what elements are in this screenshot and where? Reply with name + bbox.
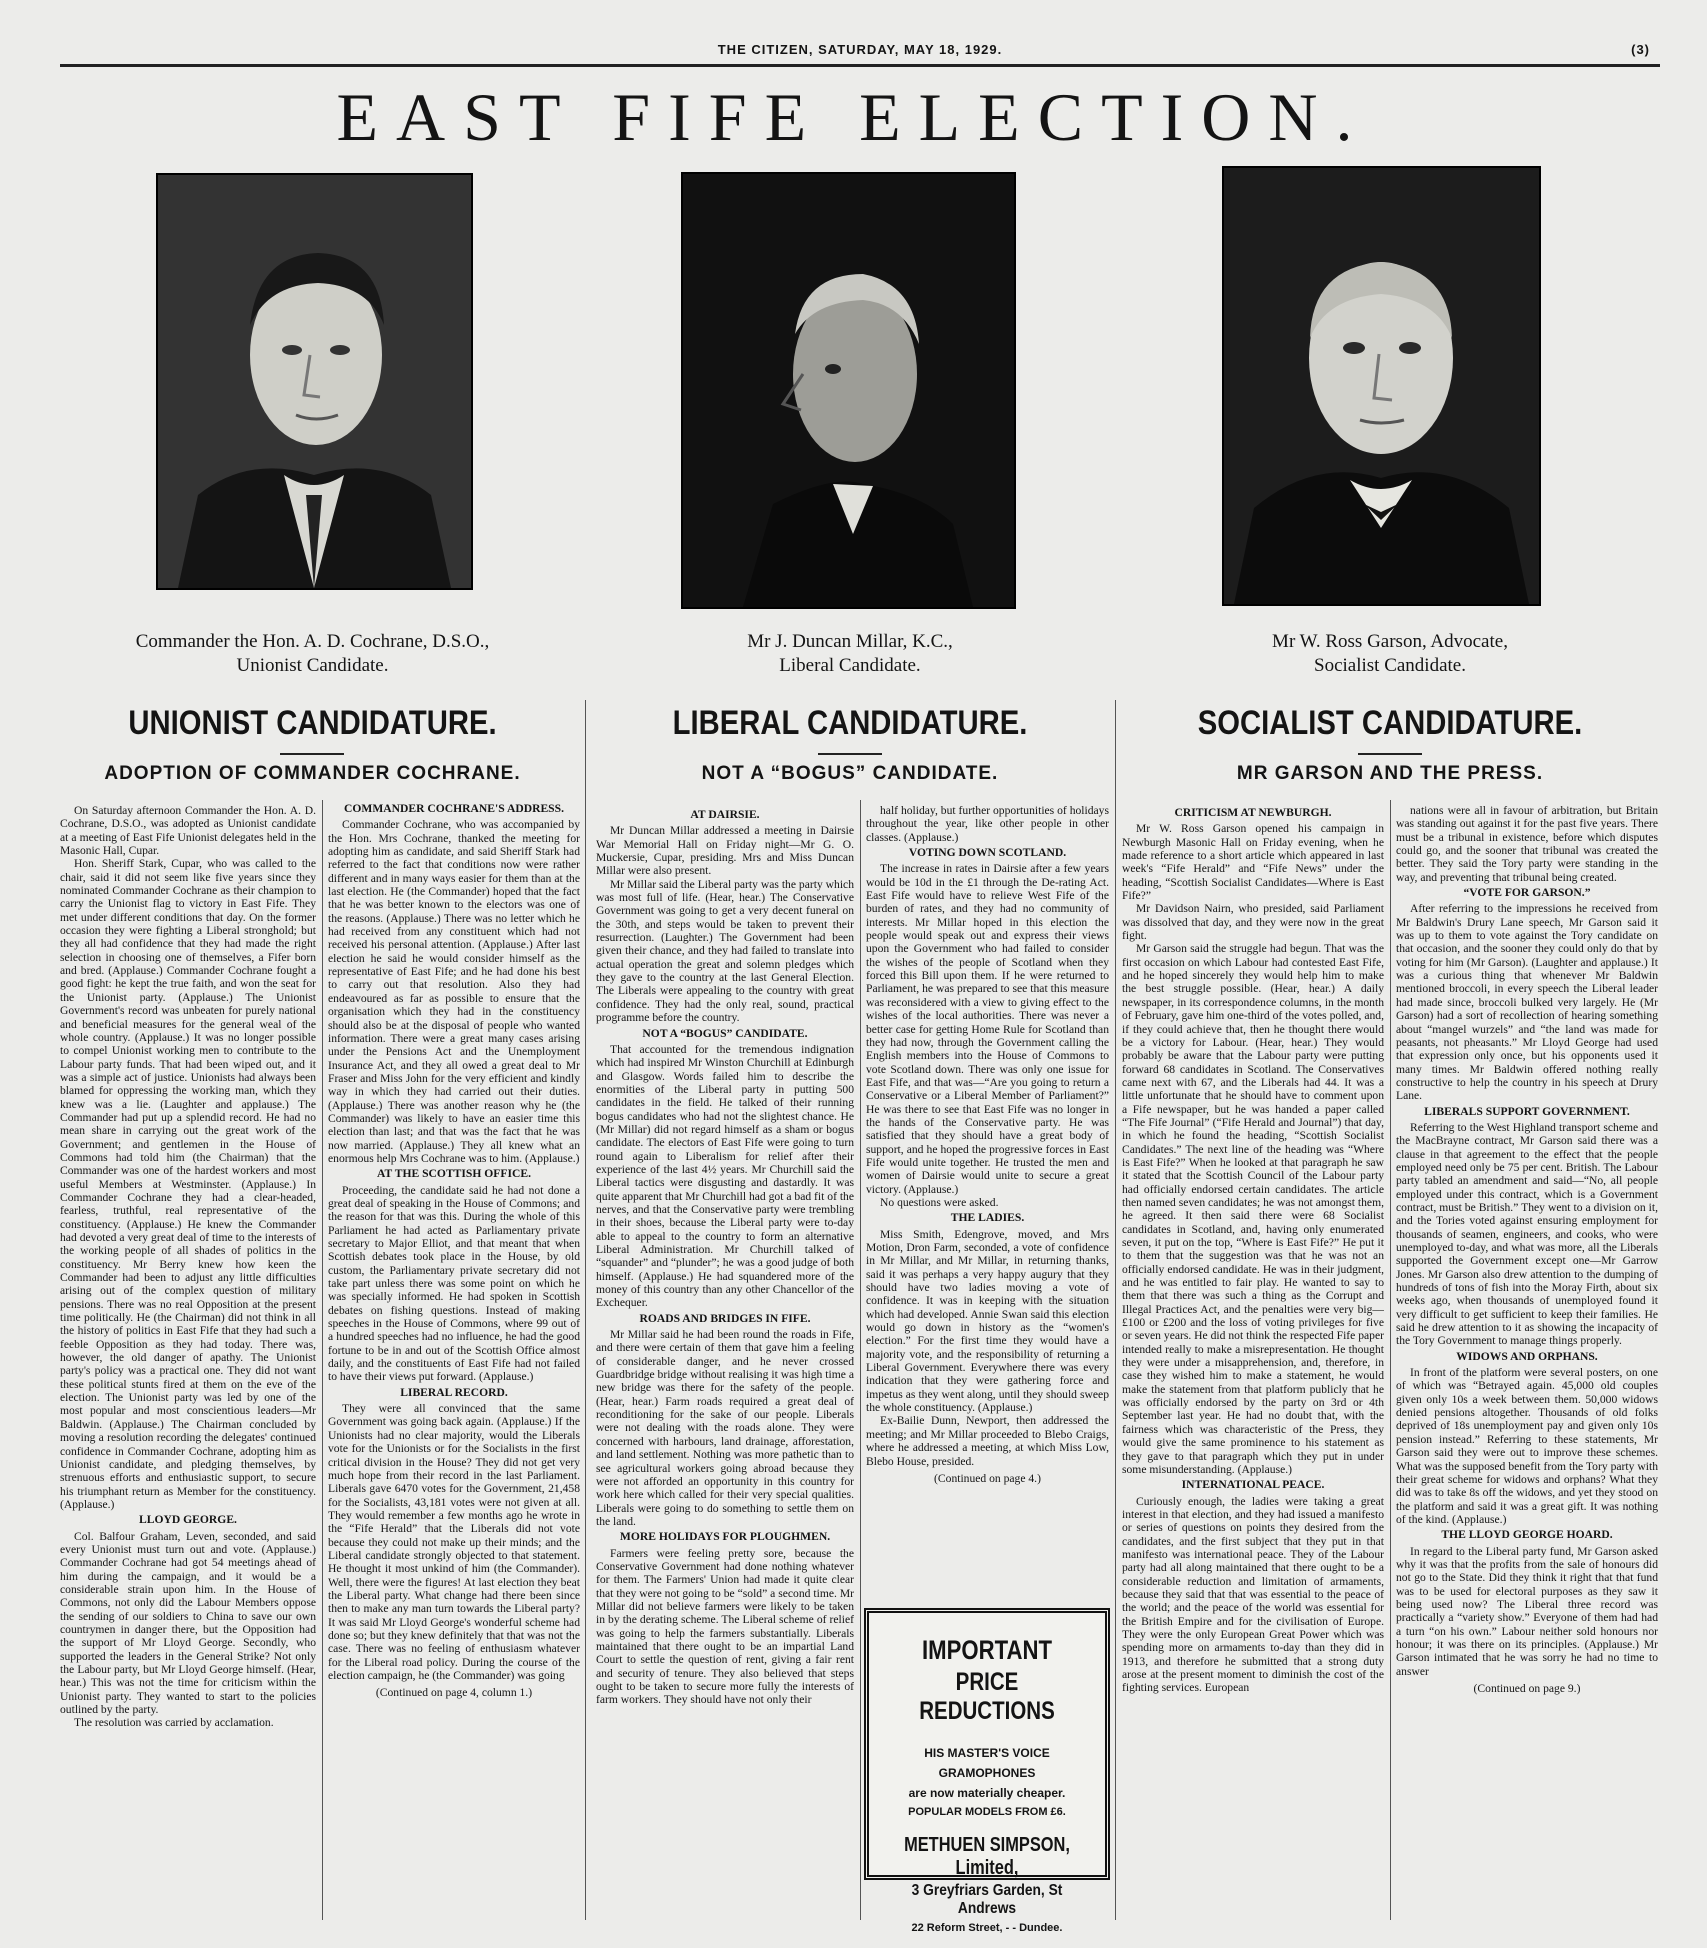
paragraph: Curiously enough, the ladies were taking a great interest in that election, and they had issued a manifesto or series of questions on points they desired from the candidates, and the first subject that they put in that manifesto was international peace. They of the Labour party had all along maintained that there ought to be a considerable reduction and limitation of armaments, because they said that that was essential to the peace of the world; and the peace of the world was essential for the British Empire and for the civilisation of Europe. They were the only European Great Power which was spending more on armaments to-day than they did in 1913, and therefore he submitted that a strong duty arose at the present moment to diminish the cost of the fighting services. European	[1122, 1494, 1384, 1695]
ad-line: 22 Reform Street, - - Dundee.	[911, 1922, 1063, 1934]
subheading: COMMANDER COCHRANE'S ADDRESS.	[344, 802, 564, 815]
subheading: “VOTE FOR GARSON.”	[1463, 886, 1591, 900]
subheading: INTERNATIONAL PEACE.	[1181, 1478, 1325, 1492]
paragraph: The increase in rates in Dairsie after a few years would be 10d in the £1 through the De-rating Act. East Fife would have to relieve West Fife of the burden of rates, and they had no community of interests. Mr Millar hoped in this election the people would speak out and express their views upon the Government who had failed to consider the wishes of the people of Scotland when they forced this Bill upon them. If he were returned to Parliament, he was prepared to see that this measure was reconsidered with a view to giving effect to the wishes of the local authorities. There was never a better case for getting Home Rule for Scotland than they had now, through the Government calling the English members into the House of Commons to vote Scotland down. There was only one issue for East Fife, and that was—“Are you going to return a Conservative or a Liberal Member of Parliament?” He was there to see that East Fife was no longer in the hands of the Conservative party. He was satisfied that they should have a great body of support, and he hoped the progressive forces in East Fife would unite together. He trusted the men and women of Dairsie would unite to secure a great victory. (Applause.)	[866, 862, 1109, 1196]
ad-line: HIS MASTER'S VOICE	[924, 1746, 1050, 1760]
paragraph: Hon. Sheriff Stark, Cupar, who was called to the chair, said it did not seem like five years since they nominated Commander Cochrane as their champion to carry the Unionist flag to victory in East Fife. They met under different conditions that day. On the former occasion they were fighting a Liberal stronghold; but they all had confidence that they had made the right selection in choosing one of themselves, a Fifer born and bred. (Applause.) Commander Cochrane fought a good fight: he kept the true faith, and won the seat for the Unionist party. (Applause.) The Unionist Government's record was unbeaten for purely national and beneficial measures for the general weal of the whole country. (Applause.) It was no longer possible to compel Unionist working men to contribute to the Labour party funds. That had been wiped out, and it was a simple act of justice. Unionists had always been blamed for oppressing the working man, which they knew was a lie. (Laughter and applause.) The Commander had put up a splendid record. He had no mean share in carrying out the great work of the Government; and gentlemen in the House of Commons had told him (the Chairman) that the Commander was one of the hardest workers and most useful Members at Westminster. (Applause.) In Commander Cochrane they had a clear-headed, fearless, truthful, real representative of the constituency. (Applause.) He knew the Commander had devoted a very great deal of time to the interests of the working people of all shades of politics in the constituency. Mr Berry knew how keen the Commander had been to adjust any little difficulties arising out of the complex question of military pensions. There was no real Opposition at the present time politically. He (the Chairman) did not think in all the history of politics in East Fife that they had such a feeble Opposition as they had today. There was, however, the old danger of apathy. The Unionist party's policy was a practical one. They did not want these political stunts fired at them on the eve of the election. The Unionist party was led by one of the most popular and most conscientious leaders—Mr Baldwin. (Applause.) The Chairman concluded by moving a resolution recording the delegates' continued confidence in Commander Cochrane, adopting him as Unionist candidate, and pledging themselves, by strenuous efforts and enthusiastic support, to secure his triumphant return as Member for the constituency. (Applause.)	[60, 857, 316, 1511]
ad-line: are now materially cheaper.	[908, 1786, 1066, 1800]
paragraph: Proceeding, the candidate said he had not done a great deal of speaking in the House of Commons; and the reason for that was this. During the whole of this Parliament he had acted as Parliamentary private secretary to Major Elliot, and that meant that when Scottish debates took place in the House, by old custom, the Parliamentary private secretary did not take part unless there was some point on which he was specially informed. He had spoken in Scottish debates on fishing questions. Instead of making speeches in the House of Commons, where 99 out of a hundred speeches had no influence, he had the good fortune to be in and out of the Scottish Office almost daily, and the constituents of East Fife had not failed to have their views put forward. (Applause.)	[328, 1183, 580, 1384]
subheading: ROADS AND BRIDGES IN FIFE.	[639, 1311, 811, 1325]
article-column-6	[1396, 804, 1658, 1912]
caption-line: Unionist Candidate.	[236, 655, 389, 676]
paragraph: Mr Millar said he had been round the roads in Fife, and there were certain of them that gave him a feeling of considerable danger, and he never crossed Guardbridge bridge without realising it was high time a new bridge was there for the safety of the people. (Hear, hear.) Farm roads required a great deal of reconditioning for the sake of our people. Liberals were not dealing with the roads alone. They were concerned with harbours, land drainage, afforestation, and land settlement. Nothing was more pathetic than to see agricultural workers going abroad because they were not afforded an opportunity in this country for work here which called for their very special qualities. Liberals were going to do something to settle them on the land.	[596, 1328, 854, 1528]
ad-line: GRAMOPHONES	[938, 1766, 1036, 1780]
subheading: WIDOWS AND ORPHANS.	[1456, 1349, 1598, 1363]
section-title-unionist: UNIONIST CANDIDATURE.	[128, 704, 497, 742]
section-subtitle-unionist: ADOPTION OF COMMANDER COCHRANE.	[104, 763, 521, 784]
ad-line: POPULAR MODELS FROM £6.	[908, 1806, 1066, 1818]
article-column-2	[328, 800, 580, 1912]
portrait-cochrane	[158, 175, 471, 588]
paragraph: half holiday, but further opportunities of holidays throughout the year, like other people in other classes. (Applause.)	[866, 804, 1109, 844]
subheading: THE LADIES.	[950, 1211, 1025, 1225]
caption-line: Mr W. Ross Garson, Advocate,	[1272, 631, 1508, 652]
page-headline: EAST FIFE ELECTION.	[336, 79, 1371, 155]
subheading: LIBERAL RECORD.	[400, 1385, 508, 1399]
title-rule	[280, 753, 344, 755]
subheading: MORE HOLIDAYS FOR PLOUGHMEN.	[619, 1530, 831, 1544]
title-rule	[818, 753, 882, 755]
paragraph: Farmers were feeling pretty sore, because the Conservative Government had done nothing whatever for them. The Farmers' Union had made it quite clear that they were not going to be “sold” a second time. Mr Millar did not believe farmers were likely to be taken in by the derating scheme. The Liberal scheme of relief was going to help the farmers substantially. Liberals maintained that there ought to be an impartial Land Court to settle the question of rent, giving a fair rent and security of tenure. They also believed that steps ought to be taken to secure more fully the interests of farm workers. They should have not only their	[596, 1546, 854, 1707]
subheading: NOT A “BOGUS” CANDIDATE.	[642, 1026, 808, 1040]
ad-line: 3 Greyfriars Garden, St Andrews	[911, 1882, 1063, 1917]
column-divider	[585, 700, 586, 1920]
subheading: THE LLOYD GEORGE HOARD.	[1441, 1528, 1613, 1542]
paragraph: Mr Garson said the struggle had begun. That was the first occasion on which Labour had contested East Fife, and he hoped sincerely they would help him to make the best struggle possible. (Hear, hear.) A daily newspaper, in its correspondence columns, in the month of February, gave him one-third of the votes polled, and, if they could achieve that, then he thought there would be a victory for Labour. (Hear, hear.) They would probably be aware that the Labour party were putting forward 68 candidates in Scotland. The Conservatives came next with 67, and the Liberals had 44. It was a little unfortunate that he should have to comment upon a Fife newspaper, but he was handed a paper called “The Fife Journal” (“Fife Herald and Journal”) that day, in which he found the heading, “Scottish Socialist Candidates.” The next line of the heading was “Where is East Fife?” When he looked at that paragraph he saw it stated that the Scottish Council of the Labour party had officially endorsed certain candidates. The article then named seven candidates; he was not amongst them, he agreed. It then said there were 68 Socialist candidates in Scotland, and, having only enumerated seven, it put on the top, “Where is East Fife?” He put it to them that the suggestion was that he was not an officially endorsed candidate. He was in their judgment, and he was entitled to fair play. He wanted to say to them that there was such a thing as the Corrupt and Illegal Practices Act, and the penalties were very big—£100 or £200 and the loss of voting privileges for five or seven years. He did not think the respected Fife paper intended really to make a misrepresentation. He thought they were under a misapprehension, and, therefore, in case they wished him to make a statement, he would make the statement from that platform publicly that he was officially endorsed by the party on 3rd or 4th September last year. He had no doubt that, with the fairness which was characteristic of the Press, they would give the same prominence to his statement as they gave to that paragraph which they put in under some misunderstanding. (Applause.)	[1122, 942, 1384, 1476]
caption-millar	[590, 630, 1110, 678]
paragraph: Commander Cochrane, who was accompanied by the Hon. Mrs Cochrane, thanked the meeting for adopting him as candidate, and said Sheriff Stark had referred to the fact that conditions now were rather different and in many ways easier for them than at the last election. He (the Commander) hoped that the fact that he was better known to the electors was one of the reasons. (Applause.) There was no letter which he had received from any constituent which had not received his personal attention. (Applause.) After last election he said he would consider himself as the representative of East Fife; and he had done his best to carry out that resolution. Also they had endeavoured as far as possible to ensure that the organisation which they had in the constituency should also be at the disposal of people who wanted information. There were a great many cases arising under the Pensions Act and the Unemployment Insurance Act, and they all owed a great deal to Mr Fraser and Miss John for the very efficient and kindly way in which they had carried out their duties. (Applause.) There was another reason why he (the Commander) was likely to have an easier time this election than last; and that was the fact that he was now married. (Applause.) They all knew what an enormous help Mrs Cochrane was to him. (Applause.)	[328, 818, 580, 1165]
page-number: (3)	[1631, 42, 1650, 57]
advertisement-gramophones	[864, 1608, 1110, 1934]
paragraph: Miss Smith, Edengrove, moved, and Mrs Motion, Dron Farm, seconded, a vote of confidence in Mr Millar, and Mr Millar, in returning thanks, said it was perhaps a very happy augury that they should have two ladies moving a vote of confidence. It was in keeping with the situation which had developed. Annie Swan said this election would go down in history as the “women's election.” For the first time they would have a majority vote, and the responsibility of returning a Liberal Government. Everywhere there was every indication that they were gathering force and impetus as they went along, until they should sweep the whole constituency. (Applause.)	[866, 1227, 1109, 1415]
column-divider	[322, 800, 323, 1920]
portrait-garson	[1224, 168, 1539, 604]
caption-line: Socialist Candidate.	[1314, 655, 1466, 676]
caption-line: Commander the Hon. A. D. Cochrane, D.S.O.,	[135, 631, 490, 652]
subheading: VOTING DOWN SCOTLAND.	[908, 846, 1067, 860]
paragraph: Col. Balfour Graham, Leven, seconded, and said every Unionist must turn out and vote. (Applause.) Commander Cochrane had got 54 meetings ahead of him during the campaign, and it would be a considerable strain upon him. In the House of Commons, not only did the Labour Members oppose the sending of our soldiers to China to save our own countrymen in danger there, but the Opposition had the support of Mr Lloyd George. Secondly, who supported the leaders in the General Strike? Not only the Labour party, but Mr Lloyd George himself. (Hear, hear.) This was not the time for criticism within the Unionist party. They wanted to start to the policies outlined by the party.	[60, 1529, 316, 1717]
paragraph: After referring to the impressions he received from Mr Baldwin's Drury Lane speech, Mr Garson said it was up to them to vote against the Tory candidate on that occasion, and the sooner they could only do that by voting for him (Mr Garson). (Laughter and applause.) It was a curious thing that whenever Mr Baldwin mentioned broccoli, in every speech the Liberal leader had made since, broccoli bulked very largely. He (Mr Garson) had a sort of recollection of hearing something about “mangel wurzels” and “the land was made for peasants, not pheasants.” Mr Lloyd George had used that expression only once, but his opponents used it many times. Mr Baldwin offered nothing really constructive to help the country in his speech at Drury Lane.	[1396, 902, 1658, 1103]
subheading: LLOYD GEORGE.	[139, 1513, 237, 1527]
article-column-5	[1122, 804, 1384, 1912]
paragraph: That accounted for the tremendous indignation which had inspired Mr Winston Churchill at Edinburgh and Glasgow. Words failed him to describe the enormities of the Liberal party in putting 500 candidates in the field. He talked of their running bogus candidates who had not the slightest chance. He (Mr Millar) did not regard himself as a sham or bogus candidate. The electors of East Fife were going to turn round again to Liberalism for relief after their experience of the last 4½ years. Mr Churchill said the Liberal tactics were disgusting and dastardly. It was quite apparent that Mr Churchill had got a bad fit of the nerves, and that the Conservative party were trembling in their shoes, because the Liberal party were to-day able to appeal to the country to form an alternative Liberal Administration. Mr Churchill talked of “squander” and “plunder”; he was a good judge of both himself. (Applause.) He had squandered more of the money of this country than any other Chancellor of the Exchequer.	[596, 1042, 854, 1310]
subheading: AT DAIRSIE.	[690, 808, 760, 821]
paragraph: In regard to the Liberal party fund, Mr Garson asked why it was that the profits from the sale of honours did not go to the State. Did they think it right that that fund was to be used for electoral purposes as they saw it being used now? The Liberal three record was practically a “variety show.” Everyone of them had had a turn “on his own.” Labour neither sold honours nor honour; it was there on its principles. (Applause.) Mr Garson intimated that he was sorry he had no time to answer	[1396, 1544, 1658, 1678]
ad-line: METHUEN SIMPSON, Limited,	[904, 1834, 1070, 1879]
subheading: CRITICISM AT NEWBURGH.	[1174, 806, 1332, 819]
masthead	[60, 40, 1660, 67]
ad-line: PRICE REDUCTIONS	[919, 1668, 1055, 1725]
caption-garson	[1120, 630, 1660, 678]
masthead-dateline: THE CITIZEN, SATURDAY, MAY 18, 1929.	[717, 42, 1003, 57]
section-title-socialist: SOCIALIST CANDIDATURE.	[1197, 704, 1583, 742]
column-divider	[1115, 700, 1116, 1920]
paragraph: They were all convinced that the same Government was going back again. (Applause.) If the Unionists had no clear majority, would the Liberals vote for the Unionists or for the Socialists in the first critical division in the House? They did not get very much hope from their record in the last Parliament. Liberals gave 6470 votes for the Government, 21,458 for the Socialists, 43,181 votes were not given at all. They would remember a few months ago he wrote in the “Fife Herald” that the Liberals did not vote because they could not make up their minds; and the Liberal candidate strongly objected to that statement. He thought it most unkind of him (the Commander). Well, there were the figures! At last election they beat the Liberal party. What change had there been since then to make any man turn towards the Liberal party? It was said Mr Lloyd George's wonderful scheme had done so; but they knew definitely that that was not the case. There was no feeling of enthusiasm whatever for the Liberal road policy. During the course of the election campaign, he (the Commander) was going	[328, 1402, 580, 1682]
photo-cochrane	[156, 173, 473, 590]
continued-note: (Continued on page 4, column 1.)	[375, 1686, 533, 1700]
paragraph: In front of the platform were several posters, on one of which was “Betrayed again. 45,000 old couples given only 10s a week between them. 50,000 widows denied pensions altogether. Thousands of old folks deprived of 18s unemployment pay and given only 10s pension instead.” Referring to these statements, Mr Garson said they were out to improve these schemes. What was the supposed benefit from the Tory party with their great scheme for widows and orphans? What they did was to take 8s off the widows, and yet they stood on the platform and said it was a great gift. It was nothing of the kind. (Applause.)	[1396, 1366, 1658, 1526]
subheading: AT THE SCOTTISH OFFICE.	[377, 1167, 531, 1181]
article-column-4	[866, 804, 1109, 1600]
title-rule	[1358, 753, 1422, 755]
paragraph: No questions were asked.	[880, 1195, 999, 1209]
column-divider	[860, 800, 861, 1920]
section-subtitle-liberal: NOT A “BOGUS” CANDIDATE.	[701, 763, 999, 784]
continued-note: (Continued on page 4.)	[934, 1471, 1041, 1485]
continued-note: (Continued on page 9.)	[1473, 1682, 1581, 1695]
caption-line: Liberal Candidate.	[779, 655, 921, 676]
article-column-3	[596, 806, 854, 1912]
column-divider	[1390, 800, 1391, 1920]
paragraph: On Saturday afternoon Commander the Hon. A. D. Cochrane, D.S.O., was adopted as Unionist candidate at a meeting of East Fife Unionist delegates held in the Masonic Hall, Cupar.	[60, 804, 316, 858]
paragraph: Mr Millar said the Liberal party was the party which was most full of life. (Hear, hear.) The Conservative Government was going to get a very decent funeral on the 30th, and steps would be taken to prevent their resurrection. (Laughter.) The Government had been given their chance, and they had failed to translate into actual operation the great and solemn pledges which they gave to the country at the last General Election. The Liberals were appealing to the country with great confidence. They had the only real, sound, practical programme before the country.	[596, 877, 854, 1025]
paragraph: Mr Duncan Millar addressed a meeting in Dairsie War Memorial Hall on Friday night—Mr G. O. Muckersie, Cupar, presiding. Mrs and Miss Duncan Millar were also present.	[596, 824, 854, 878]
caption-line: Mr J. Duncan Millar, K.C.,	[747, 631, 953, 652]
paragraph: Referring to the West Highland transport scheme and the MacBrayne contract, Mr Garson said there was a clause in that agreement to the effect that the people employed need only be 75 per cent. British. The Labour party tabled an amendment and said—“No, all people employed under this contract, which is a Government contract, must be British.” They went to a division on it, and the Tories voted against ensuring employment for thousands of seamen, engineers, and cooks, who were unemployed to-day, and what was more, all the Liberals supported the Government except one—Mr Garrow Jones. Mr Garson also drew attention to the dumping of hundreds of tons of fish into the Moray Firth, about six weeks ago, when thousands of unemployed found it very difficult to get sufficient to keep their families. He said he drew attention to it as showing the incapacity of the Tory Government to manage things properly.	[1396, 1120, 1658, 1348]
portrait-millar	[683, 174, 1014, 607]
paragraph: Mr W. Ross Garson opened his campaign in Newburgh Masonic Hall on Friday evening, when he made reference to a short article which appeared in last week's “Fife Herald” and “Fife News” under the heading, “Scottish Socialist Candidates—Where is East Fife?”	[1122, 822, 1384, 903]
section-subtitle-socialist: MR GARSON AND THE PRESS.	[1236, 763, 1544, 784]
photo-millar	[681, 172, 1016, 609]
article-column-1	[60, 804, 316, 1912]
paragraph: Ex-Bailie Dunn, Newport, then addressed the meeting; and Mr Millar proceeded to Blebo Craigs, where he addressed a meeting, at which Miss Low, Blebo House, presided.	[866, 1414, 1109, 1468]
caption-cochrane	[40, 630, 585, 678]
ad-line: IMPORTANT	[922, 1635, 1052, 1665]
subheading: LIBERALS SUPPORT GOVERNMENT.	[1424, 1104, 1630, 1118]
photo-garson	[1222, 166, 1541, 606]
section-title-liberal: LIBERAL CANDIDATURE.	[672, 704, 1028, 742]
paragraph: The resolution was carried by acclamation.	[74, 1716, 274, 1730]
paragraph: nations were all in favour of arbitration, but Britain was standing out against it for the past five years. There must be a tribunal in existence, before which disputes could go, and the sooner that tribunal was created the better. They said the Tory party were standing in the way, and preventing that tribunal being created.	[1396, 804, 1658, 884]
paragraph: Mr Davidson Nairn, who presided, said Parliament was dissolved that day, and they were now in the great fight.	[1122, 902, 1384, 943]
